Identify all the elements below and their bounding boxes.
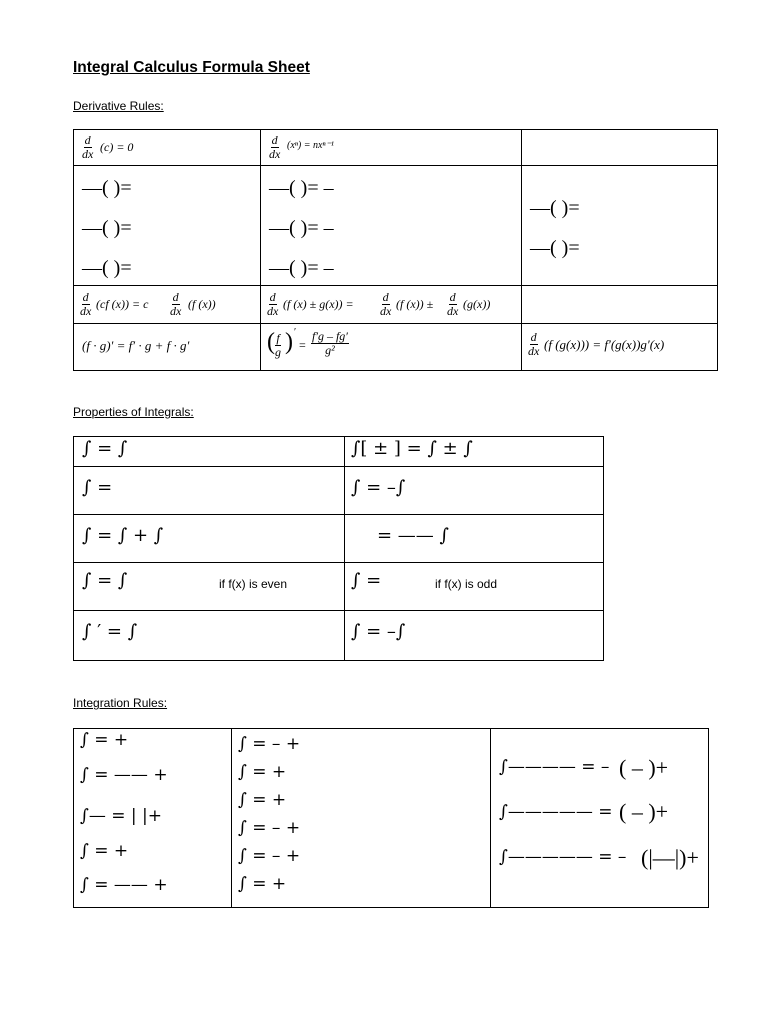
blank-derivative: —( )= – bbox=[269, 257, 334, 279]
blank-derivative: —( )= bbox=[82, 217, 132, 239]
blank-derivative: —( )= – bbox=[269, 217, 334, 239]
blank-derivative: —( )= bbox=[530, 197, 580, 219]
property-formula: ∫[ ± ] = ∫ ± ∫ bbox=[351, 438, 473, 459]
cell-prop-r5c1 bbox=[74, 611, 345, 661]
cell-prop-r2c1 bbox=[74, 467, 345, 515]
integration-formula: ∫ = —— + bbox=[80, 765, 168, 785]
cell-chain-rule: $\frac{d}{dx}$ (f (g(x))) = f′(g(x))g′(x) bbox=[522, 324, 718, 371]
section-derivative-rules: Derivative Rules: bbox=[73, 99, 164, 113]
even-note: if f(x) is even bbox=[219, 577, 288, 591]
property-formula: ∫ = –∫ bbox=[351, 621, 406, 642]
blank-derivative: —( )= bbox=[530, 237, 580, 259]
integration-formula: ∫ = – + bbox=[238, 846, 301, 866]
cell-empty-1 bbox=[522, 130, 718, 166]
integration-result: ( – )+ bbox=[619, 755, 669, 780]
cell-integration-col2 bbox=[232, 729, 491, 908]
integration-formula: ∫————— = – bbox=[499, 847, 627, 867]
integration-formula: ∫ = + bbox=[80, 841, 129, 861]
section-integration-rules: Integration Rules: bbox=[73, 696, 168, 710]
property-formula: ∫ = bbox=[351, 570, 382, 591]
chain-rule: (f (g(x))) = f′(g(x))g′(x) bbox=[544, 337, 665, 352]
cell-prop-r2c2 bbox=[345, 467, 604, 515]
cell-blank-derivatives-2 bbox=[261, 166, 522, 286]
sum-rule-mid: (f (x) ± g(x)) = bbox=[283, 297, 354, 311]
integration-formula: ∫————— = bbox=[499, 802, 613, 822]
cell-scalar-rule: $\frac{d}{dx}$ (cf (x)) = c $\frac{d}{dx}$ (f (x)) bbox=[74, 286, 261, 324]
cell-blank-derivatives-1 bbox=[74, 166, 261, 286]
property-formula: ∫ ′ = ∫ bbox=[82, 621, 138, 642]
page-title: Integral Calculus Formula Sheet bbox=[73, 59, 310, 76]
cell-prop-r3c2 bbox=[345, 515, 604, 563]
product-rule: (f · g)′ = f′ · g + f · g′ bbox=[82, 338, 190, 353]
integration-result: ( – )+ bbox=[619, 799, 669, 824]
cell-prop-r1c1 bbox=[74, 437, 345, 467]
cell-prop-r4c2 bbox=[345, 563, 604, 611]
sum-rule-mid2: (f (x)) ± bbox=[396, 297, 434, 311]
scalar-rule-end: (f (x)) bbox=[188, 297, 216, 311]
cell-prop-r3c1 bbox=[74, 515, 345, 563]
cell-sum-rule: $\frac{d}{dx}$ (f (x) ± g(x)) = $\frac{d}{dx}$ (f (x)) ± $\frac{d}{dx}$ (g(x)) bbox=[261, 286, 522, 324]
blank-derivative: —( )= bbox=[82, 177, 132, 199]
property-formula: ∫ = –∫ bbox=[351, 477, 406, 498]
power-rule: (xⁿ) = nxⁿ⁻¹ bbox=[287, 140, 334, 151]
cell-prop-r4c1 bbox=[74, 563, 345, 611]
cell-integration-col1 bbox=[74, 729, 232, 908]
cell-empty-2 bbox=[522, 286, 718, 324]
integration-formula: ∫ = – + bbox=[238, 818, 301, 838]
cell-prop-r1c2 bbox=[345, 437, 604, 467]
integration-result: (|—|)+ bbox=[641, 845, 699, 870]
sum-rule-end: (g(x)) bbox=[463, 297, 491, 311]
blank-derivative: —( )= – bbox=[269, 177, 334, 199]
integration-formula: ∫———— = – bbox=[499, 757, 610, 777]
property-formula: ∫ = ∫ bbox=[82, 438, 128, 459]
integration-formula: ∫ = —— + bbox=[80, 875, 168, 895]
property-formula: ∫ = ∫ bbox=[82, 570, 128, 591]
constant-rule: (c) = 0 bbox=[100, 140, 134, 154]
cell-power-rule: $\frac{d}{dx}$ (xⁿ) = nxⁿ⁻¹ bbox=[261, 130, 522, 166]
cell-constant-rule: $\frac{d}{dx}$ (c) = 0 bbox=[74, 130, 261, 166]
property-formula: ∫ = ∫ + ∫ bbox=[82, 525, 164, 546]
blank-derivative: —( )= bbox=[82, 257, 132, 279]
cell-integration-col3 bbox=[491, 729, 709, 908]
derivative-rules-table bbox=[73, 129, 718, 371]
scalar-rule-mid: (cf (x)) = c bbox=[96, 297, 149, 311]
cell-product-rule bbox=[74, 324, 261, 371]
cell-quotient-rule: ( $\frac{f}{g}$ ) ′ = $\frac{f'g - fg'}{\text{g²}}$ bbox=[261, 324, 522, 371]
integration-formula: ∫ = – + bbox=[238, 734, 301, 754]
property-formula: ∫ = bbox=[82, 477, 113, 498]
properties-of-integrals-table bbox=[73, 436, 604, 661]
integration-formula: ∫— = | |+ bbox=[80, 806, 163, 826]
section-properties-of-integrals: Properties of Integrals: bbox=[73, 405, 194, 419]
property-formula: = —— ∫ bbox=[377, 525, 449, 546]
integration-formula: ∫ = + bbox=[238, 790, 287, 810]
cell-prop-r5c2 bbox=[345, 611, 604, 661]
integration-formula: ∫ = + bbox=[238, 874, 287, 894]
cell-blank-derivatives-3 bbox=[522, 166, 718, 286]
integration-formula: ∫ = + bbox=[238, 762, 287, 782]
integration-rules-table bbox=[73, 728, 709, 908]
odd-note: if f(x) is odd bbox=[435, 577, 498, 591]
integration-formula: ∫ = + bbox=[80, 730, 129, 750]
